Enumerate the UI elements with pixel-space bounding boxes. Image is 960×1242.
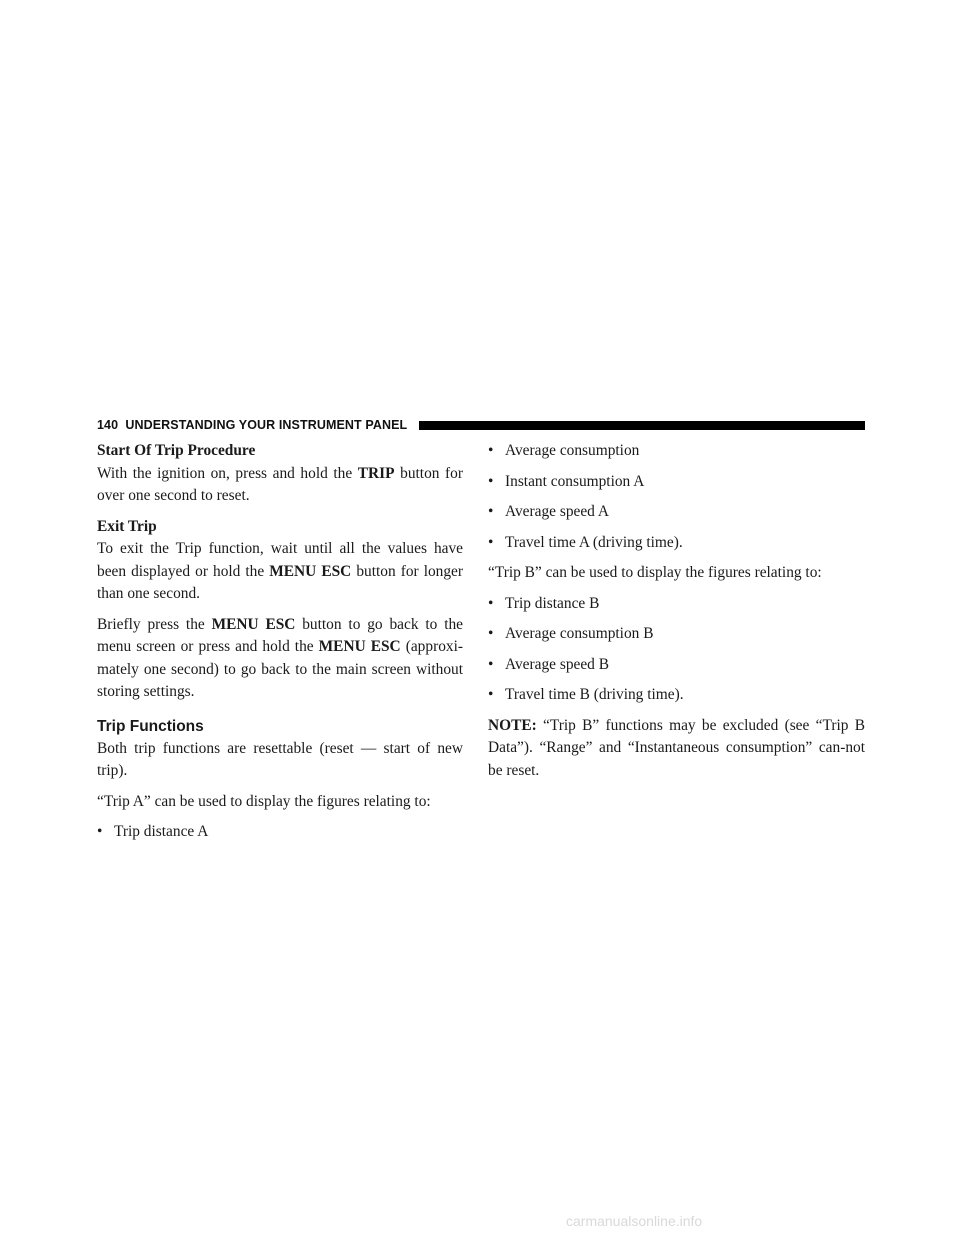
exit-trip-heading: Exit Trip: [97, 517, 157, 535]
note-paragraph: NOTE: “Trip B” functions may be excluded (see “Trip B Data”). “Range” and “Instantaneous consumption” can-not be reset.: [488, 716, 865, 779]
watermark: carmanualsonline.info: [566, 1213, 703, 1229]
bullet-icon: •: [97, 823, 103, 840]
bullet-icon: •: [488, 625, 494, 642]
list-item: • Average consumption: [488, 440, 865, 463]
trip-b-intro: “Trip B” can be used to display the figures relating to:: [488, 564, 822, 581]
list-item: • Trip distance B: [488, 593, 865, 616]
list-item: • Trip distance A: [97, 821, 463, 844]
header-rule: [419, 421, 865, 430]
list-item: • Average speed A: [488, 501, 865, 524]
note-label: NOTE:: [488, 716, 537, 734]
list-item: • Average speed B: [488, 654, 865, 677]
menu-esc-paragraph: Briefly press the MENU ESC button to go back to the menu screen or press and hold the MENU ESC (approxi-mately one second) to go back to the main screen without storing settings.: [97, 615, 463, 700]
section-title: UNDERSTANDING YOUR INSTRUMENT PANEL: [125, 418, 408, 432]
right-column: [488, 440, 865, 782]
trip-functions-paragraph: Both trip functions are resettable (reset — start of new trip).: [97, 739, 463, 779]
list-item: • Travel time B (driving time).: [488, 684, 865, 707]
list-item: • Travel time A (driving time).: [488, 532, 865, 555]
bullet-icon: •: [488, 503, 494, 520]
left-column: [97, 440, 463, 844]
bullet-icon: •: [488, 472, 494, 490]
bullet-icon: •: [488, 686, 494, 703]
trip-a-intro: “Trip A” can be used to display the figures relating to:: [97, 792, 431, 810]
page-number: 140: [97, 418, 119, 432]
page-header: [97, 417, 865, 435]
bullet-icon: •: [488, 533, 494, 551]
trip-functions-heading: Trip Functions: [97, 717, 204, 735]
bullet-icon: •: [488, 594, 494, 612]
start-of-trip-heading: Start Of Trip Procedure: [97, 442, 256, 459]
bullet-icon: •: [488, 442, 494, 459]
header-text: [97, 418, 407, 432]
list-item: • Average consumption B: [488, 623, 865, 646]
bullet-icon: •: [488, 655, 494, 673]
list-item: • Instant consumption A: [488, 471, 865, 494]
exit-trip-paragraph: To exit the Trip function, wait until all the values have been displayed or hold the MENU ESC button for longer than one second.: [97, 540, 464, 602]
start-of-trip-paragraph: With the ignition on, press and hold the TRIP button for over one second to reset.: [97, 464, 463, 504]
